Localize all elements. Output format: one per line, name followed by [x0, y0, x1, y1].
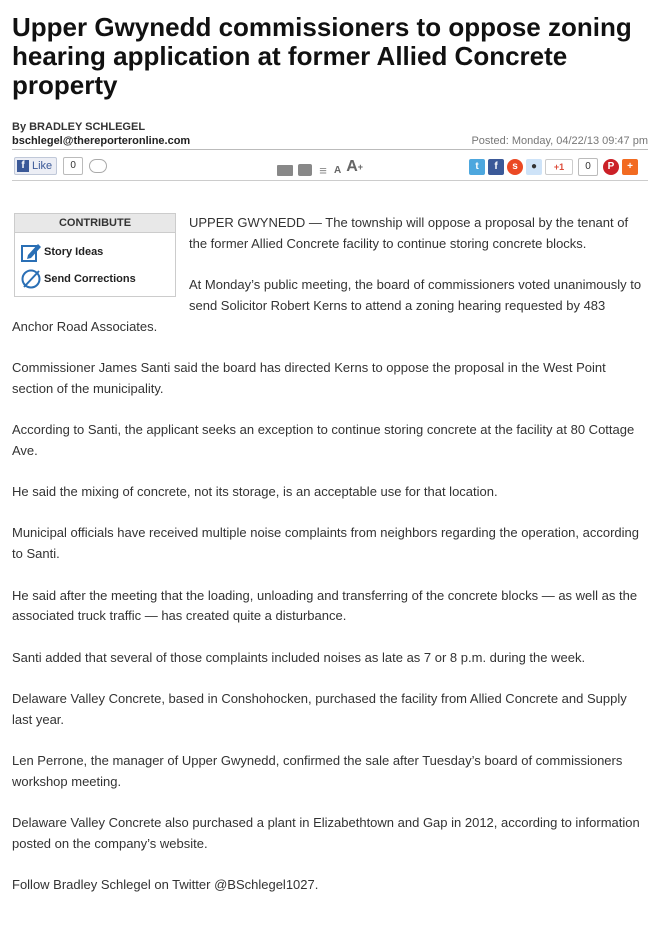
article-paragraph: Delaware Valley Concrete also purchased a plant in Elizabethtown and Gap in 2012, according to information posted on the company’s website. [12, 815, 640, 851]
print-icon[interactable] [298, 164, 312, 176]
story-ideas-label: Story Ideas [44, 246, 104, 258]
more-share-icon[interactable]: + [622, 159, 638, 175]
article-paragraph: UPPER GWYNEDD — The township will oppose a proposal by the tenant of the former Allied Concrete facility to continue storing concrete blocks. [189, 215, 629, 251]
article-paragraph: At Monday’s public meeting, the board of commissioners voted unanimously to send Solicitor Robert Kerns to attend a zoning hearing requested by 483 Anchor Road Associates. [12, 277, 642, 334]
text-larger-button[interactable] [346, 158, 363, 176]
article-paragraph: Municipal officials have received multiple noise complaints from neighbors regarding the operation, according to Santi. [12, 525, 639, 562]
article-paragraph: Delaware Valley Concrete, based in Conshohocken, purchased the facility from Allied Concrete and Supply last year. [12, 691, 627, 727]
byline: By BRADLEY SCHLEGEL [12, 121, 146, 133]
send-corrections-link[interactable] [20, 268, 175, 290]
email-icon[interactable] [277, 165, 293, 176]
googleplus-count: 0 [578, 158, 598, 176]
twitter-icon[interactable]: t [469, 159, 485, 175]
rss-icon[interactable]: ≡ [319, 162, 327, 178]
byline-block [12, 120, 648, 150]
article-paragraph: Commissioner James Santi said the board has directed Kerns to oppose the proposal in the West Point section of the municipality. [12, 359, 606, 396]
facebook-like-button[interactable] [14, 157, 57, 175]
article-page [12, 0, 648, 896]
no-symbol-icon [20, 268, 42, 290]
share-bar [469, 158, 638, 176]
article-paragraph: Len Perrone, the manager of Upper Gwynedd, confirmed the sale after Tuesday’s board of commissioners workshop meeting. [12, 753, 623, 789]
article-body [12, 213, 648, 896]
article-paragraph: He said the mixing of concrete, not its storage, is an acceptable use for that location. [12, 484, 498, 500]
contribute-box [14, 213, 176, 297]
article-content [12, 213, 648, 896]
reddit-icon[interactable]: ● [526, 159, 542, 175]
text-larger-plus: + [357, 162, 364, 172]
article-paragraph: Santi added that several of those complaints included noises as late as 7 or 8 p.m. during the week. [12, 649, 586, 665]
email-row [12, 134, 648, 150]
article-paragraph: Follow Bradley Schlegel on Twitter @BSchlegel1027. [12, 877, 319, 893]
comment-icon[interactable] [89, 159, 107, 173]
article-toolbar [12, 150, 648, 181]
article-paragraph: According to Santi, the applicant seeks an exception to continue storing concrete at the facility at 80 Cottage Ave. [12, 421, 635, 458]
facebook-like-widget [14, 157, 107, 175]
facebook-share-icon[interactable]: f [488, 159, 504, 175]
pinterest-icon[interactable]: P [603, 159, 619, 175]
facebook-like-count: 0 [63, 157, 83, 175]
send-corrections-label: Send Corrections [44, 273, 136, 285]
facebook-icon: f [17, 160, 29, 172]
stumbleupon-icon[interactable]: s [507, 159, 523, 175]
contribute-heading: CONTRIBUTE [15, 214, 175, 233]
article-paragraph: He said after the meeting that the loading, unloading and transferring of the concrete blocks — as well as the associated truck traffic — has created quite a disturbance. [12, 587, 638, 624]
headline: Upper Gwynedd commissioners to oppose zoning hearing application at former Allied Concrete property [12, 12, 632, 100]
author-email[interactable]: bschlegel@thereporteronline.com [12, 135, 191, 147]
googleplus-button[interactable]: +1 [545, 159, 573, 175]
story-ideas-link[interactable] [20, 241, 175, 263]
text-larger-label: A [346, 158, 358, 175]
text-smaller-button[interactable]: A [334, 165, 342, 176]
posted-date: Posted: Monday, 04/22/13 09:47 pm [471, 135, 648, 147]
facebook-like-label: Like [32, 160, 53, 172]
pencil-note-icon [20, 241, 42, 263]
article-tools [277, 158, 363, 176]
